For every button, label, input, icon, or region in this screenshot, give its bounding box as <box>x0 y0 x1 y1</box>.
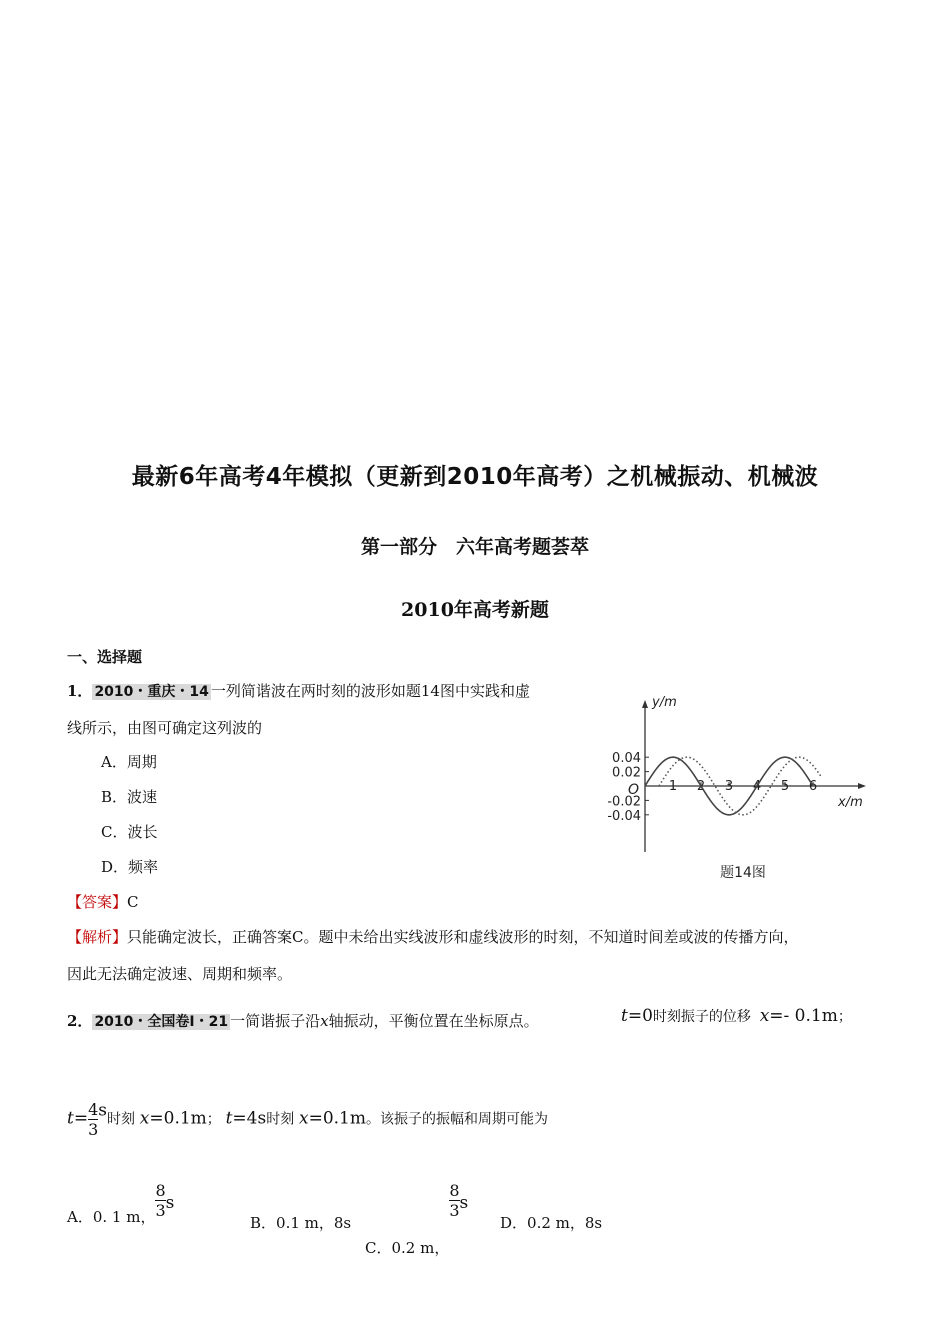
t0-value: =0 <box>627 1006 653 1026</box>
y-tick-label: 0.04 <box>612 751 641 767</box>
q1-stem-line2: 线所示，由图可确定这列波的 <box>67 719 263 737</box>
t1-symbol: t <box>67 1108 74 1129</box>
x2-value: =0.1m <box>149 1108 207 1129</box>
y-tick-label: 0.02 <box>612 765 641 781</box>
q1-option-c: C．波长 <box>101 823 158 841</box>
q2-stem-line1 <box>67 1010 539 1031</box>
t1-numerator: 4 <box>88 1100 99 1119</box>
q2-option-a: A．0. 1 m， <box>67 1208 156 1226</box>
answer-label: 【答案】 <box>67 893 128 911</box>
t1-denominator: 3 <box>88 1120 99 1139</box>
x-axis-arrow <box>858 783 866 789</box>
analysis-label: 【解析】 <box>67 928 128 946</box>
document-title: 最新6年高考4年模拟（更新到2010年高考）之机械振动、机械波 <box>131 464 819 490</box>
opt-a-num: 8 <box>155 1181 166 1200</box>
analysis-text: 只能确定波长，正确答案C。题中未给出实线波形和虚线波形的时刻，不知道时间差或波的传播方向， <box>127 928 799 946</box>
q1-analysis-line2: 因此无法确定波速、周期和频率。 <box>67 965 293 983</box>
section-heading: 一、选择题 <box>67 648 143 666</box>
t1-unit: s <box>98 1100 108 1121</box>
y-tick-label: -0.04 <box>607 808 641 824</box>
x1-symbol: x <box>759 1006 770 1026</box>
year-heading: 2010年高考新题 <box>401 599 549 621</box>
q2-source-tag: 2010・全国卷Ⅰ・21 <box>94 1014 229 1030</box>
q2-number: 2． <box>67 1012 93 1030</box>
q1-option-a: A．周期 <box>101 753 157 771</box>
y-axis-label: y/m <box>652 695 677 710</box>
t1-fraction <box>88 1100 98 1139</box>
opt-a-unit: s <box>165 1193 175 1213</box>
q1-option-d: D．频率 <box>101 858 159 876</box>
opt-c-num: 8 <box>449 1181 460 1200</box>
x-tick-label: 2 <box>696 779 706 794</box>
sep2: ； <box>206 1111 221 1128</box>
answer-value: C <box>127 893 139 911</box>
y-axis-arrow <box>642 700 648 708</box>
t2-symbol: t <box>225 1108 233 1129</box>
figure-caption: 题14图 <box>720 865 766 881</box>
q2-option-c-wrap <box>365 1181 469 1257</box>
x-tick-label: 1 <box>668 779 678 794</box>
part-heading: 第一部分 六年高考题荟萃 <box>360 536 589 558</box>
t0-text: 时刻振子的位移 <box>652 1009 751 1025</box>
x2-symbol: x <box>139 1108 150 1129</box>
q2-option-d: D．0.2 m，8s <box>500 1214 603 1232</box>
t1-text: 时刻 <box>107 1111 136 1128</box>
q1-answer <box>67 891 139 912</box>
q2-option-c-fraction <box>449 1181 459 1220</box>
q2-options <box>67 1181 174 1227</box>
figure-axes <box>642 700 866 852</box>
t2-value: =4s <box>232 1108 267 1129</box>
x3-symbol: x <box>299 1108 309 1129</box>
opt-a-den: 3 <box>155 1201 166 1220</box>
t2-text: 时刻 <box>266 1111 295 1128</box>
origin-label: O <box>628 782 640 798</box>
opt-c-unit: s <box>459 1193 469 1213</box>
q1-stem-line1 <box>67 680 530 701</box>
q2-t0-expression <box>621 1006 852 1026</box>
x3-value: =0.1m <box>308 1108 366 1129</box>
t1-eq: = <box>73 1108 89 1129</box>
q2-option-b: B．0.1 m，8s <box>250 1214 352 1232</box>
q2-stem-x: x <box>320 1012 329 1030</box>
q2-option-c: C．0.2 m， <box>365 1239 450 1257</box>
q2-option-a-fraction <box>155 1181 165 1220</box>
x-tick-label: 5 <box>780 779 790 794</box>
x-tick-label: 6 <box>808 779 818 794</box>
x-tick-label: 3 <box>724 779 734 794</box>
q1-source-tag: 2010・重庆・14 <box>94 684 209 700</box>
q1-number: 1． <box>67 682 93 700</box>
q1-analysis-line1 <box>67 926 799 947</box>
q1-stem-text: 一列简谐波在两时刻的波形如题14图中实践和虚 <box>210 682 530 700</box>
q2-tail-text: 。该振子的振幅和周期可能为 <box>366 1111 548 1128</box>
q1-option-b: B．波速 <box>101 788 158 806</box>
x-axis-label: x/m <box>838 795 863 810</box>
q2-stem-b: 轴振动，平衡位置在坐标原点。 <box>328 1012 539 1030</box>
t0-symbol: t <box>621 1006 628 1026</box>
sep1: ； <box>837 1009 852 1025</box>
q2-stem-a: 一简谐振子沿 <box>230 1012 321 1030</box>
q2-stem-line2 <box>67 1100 548 1139</box>
x1-value: =- 0.1m <box>769 1006 838 1026</box>
x-tick-label: 4 <box>752 779 762 794</box>
wave-figure <box>598 694 888 889</box>
y-tick-label: -0.02 <box>607 794 641 810</box>
opt-c-den: 3 <box>449 1201 460 1220</box>
